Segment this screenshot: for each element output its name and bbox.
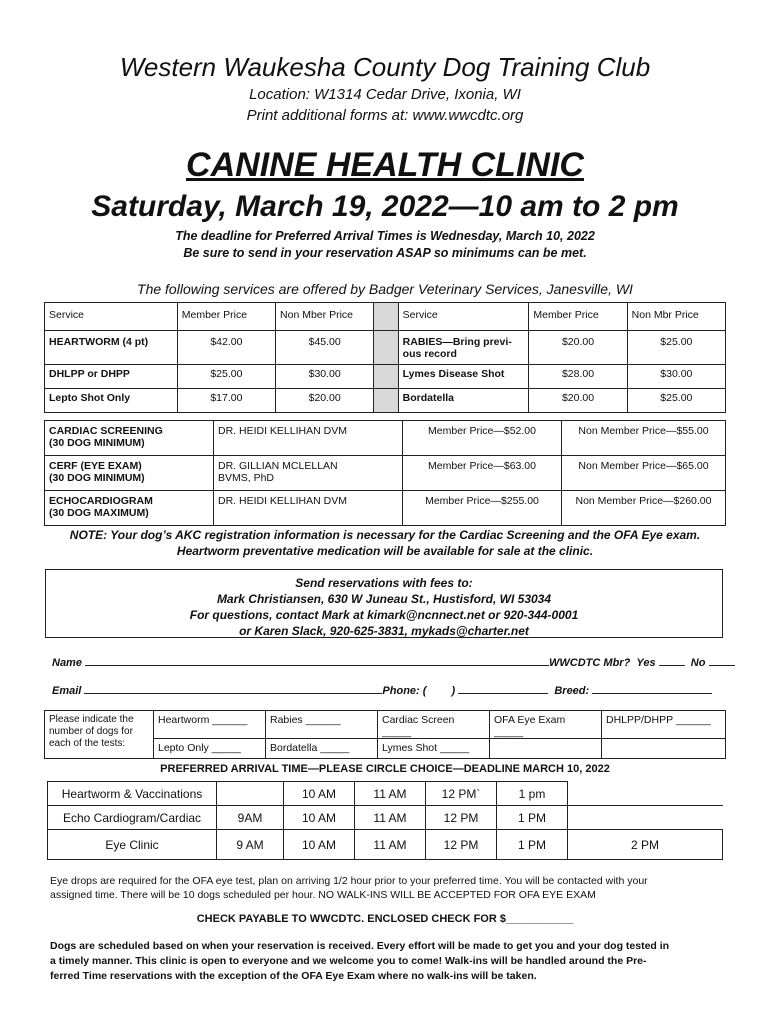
scheduling-note: Dogs are scheduled based on when your reservation is received. Every effort will be made to get you and your dog tested in a timely manner. This clinic is open to everyone and we welcome you to come! Walk-ins will be handled around the Pre- ferred Time reservations with the exception of the OFA Eye Exam where no walk-ins will be taken. xyxy=(50,940,670,982)
nonmember-price: $45.00 xyxy=(276,331,374,365)
empty-cell xyxy=(602,739,726,759)
time-slot[interactable]: 1 PM xyxy=(497,806,568,830)
service-name: CERF (EYE EXAM) (30 DOG MINIMUM) xyxy=(45,456,214,491)
dhlpp-count[interactable]: DHLPP/DHPP ______ xyxy=(602,711,726,739)
date-line: Saturday, March 19, 2022—10 am to 2 pm xyxy=(91,190,679,223)
table-row xyxy=(48,782,723,806)
name-row xyxy=(52,657,722,669)
doctor-name: DR. HEIDI KELLIHAN DVM xyxy=(214,491,403,526)
phone-paren: ) xyxy=(451,685,456,697)
send-heading: Send reservations with fees to: xyxy=(295,576,473,590)
arrival-service: Eye Clinic xyxy=(48,830,217,860)
nonmember-price: $25.00 xyxy=(627,389,725,413)
time-slot[interactable]: 1 PM xyxy=(497,830,568,860)
send-reservations-box xyxy=(45,569,723,638)
service-name: CARDIAC SCREENING (30 DOG MINIMUM) xyxy=(45,421,214,456)
doctor-name: DR. GILLIAN MCLELLAN BVMS, PhD xyxy=(214,456,403,491)
name-field[interactable] xyxy=(85,665,549,666)
breed-field[interactable] xyxy=(592,693,712,694)
table-row xyxy=(45,491,726,526)
special-services-table xyxy=(44,420,726,526)
email-row xyxy=(52,685,722,697)
forms-line: Print additional forms at: www.wwcdtc.org xyxy=(246,107,524,124)
arrival-service: Heartworm & Vaccinations xyxy=(48,782,217,806)
table-row xyxy=(45,389,726,413)
header-member-price: Member Price xyxy=(177,303,275,331)
clinic-title: CANINE HEALTH CLINIC xyxy=(186,146,584,184)
note-heartworm: Heartworm preventative medication will be available for sale at the clinic. xyxy=(176,544,594,558)
divider-cell xyxy=(374,365,398,389)
table-row xyxy=(45,456,726,491)
time-slot[interactable]: 11 AM xyxy=(355,782,426,806)
rabies-count[interactable]: Rabies ______ xyxy=(266,711,378,739)
phone-label: Phone: ( xyxy=(382,685,427,697)
member-price: Member Price—$52.00 xyxy=(403,421,562,456)
header-service: Service xyxy=(398,303,529,331)
mbr-label: WWCDTC Mbr? xyxy=(549,657,631,669)
service-name: DHLPP or DHPP xyxy=(45,365,178,389)
service-name: ECHOCARDIOGRAM (30 DOG MAXIMUM) xyxy=(45,491,214,526)
arrival-time-table xyxy=(47,781,723,860)
time-slot[interactable]: 10 AM xyxy=(284,806,355,830)
location-line: Location: W1314 Cedar Drive, Ixonia, WI xyxy=(249,86,521,103)
email-field[interactable] xyxy=(84,693,382,694)
time-slot[interactable]: 10 AM xyxy=(284,830,355,860)
divider-cell xyxy=(374,331,398,365)
ofa-eye-count[interactable]: OFA Eye Exam _____ xyxy=(490,711,602,739)
header-service: Service xyxy=(45,303,178,331)
member-price: Member Price—$63.00 xyxy=(403,456,562,491)
member-price: $17.00 xyxy=(177,389,275,413)
header-member-price: Member Price xyxy=(529,303,627,331)
arrival-service: Echo Cardiogram/Cardiac xyxy=(48,806,217,830)
deadline-line: The deadline for Preferred Arrival Times is Wednesday, March 10, 2022 xyxy=(175,229,595,243)
club-name: Western Waukesha County Dog Training Club xyxy=(119,52,651,82)
nonmember-price: Non Member Price—$55.00 xyxy=(562,421,726,456)
header-nonmember-price: Non Mbr Price xyxy=(627,303,725,331)
email-label: Email xyxy=(52,685,82,697)
lymes-count[interactable]: Lymes Shot _____ xyxy=(378,739,490,759)
no-label: No xyxy=(690,657,706,669)
note-akc: NOTE: Your dog’s AKC registration information is necessary for the Cardiac Screening and the OFA Eye exam. xyxy=(69,528,701,542)
count-instructions: Please indicate the number of dogs for each of the tests: xyxy=(45,711,154,759)
table-row xyxy=(48,830,723,860)
mailing-address: Mark Christiansen, 630 W Juneau St., Hustisford, WI 53034 xyxy=(216,592,552,606)
time-slot[interactable]: 9 AM xyxy=(217,830,284,860)
nonmember-price: $30.00 xyxy=(627,365,725,389)
time-slot[interactable]: 11 AM xyxy=(355,830,426,860)
divider-cell xyxy=(374,303,398,331)
lepto-count[interactable]: Lepto Only _____ xyxy=(154,739,266,759)
nonmember-price: Non Member Price—$65.00 xyxy=(562,456,726,491)
empty-cell xyxy=(490,739,602,759)
member-price: $20.00 xyxy=(529,389,627,413)
arrival-title: PREFERRED ARRIVAL TIME—PLEASE CIRCLE CHOICE—DEADLINE MARCH 10, 2022 xyxy=(160,763,610,775)
table-row xyxy=(48,806,723,830)
asap-line: Be sure to send in your reservation ASAP so minimums can be met. xyxy=(183,246,587,260)
breed-label: Breed: xyxy=(554,685,590,697)
nonmember-price: Non Member Price—$260.00 xyxy=(562,491,726,526)
time-slot[interactable]: 12 PM xyxy=(426,830,497,860)
member-price: $42.00 xyxy=(177,331,275,365)
time-slot[interactable]: 2 PM xyxy=(568,830,723,860)
divider-cell xyxy=(374,389,398,413)
services-table xyxy=(44,302,726,413)
heartworm-count[interactable]: Heartworm ______ xyxy=(154,711,266,739)
check-line: CHECK PAYABLE TO WWCDTC. ENCLOSED CHECK FOR $___________ xyxy=(196,913,574,925)
member-price: Member Price—$255.00 xyxy=(403,491,562,526)
yes-label: Yes xyxy=(636,657,656,669)
table-row xyxy=(45,331,726,365)
service-name: Lepto Shot Only xyxy=(45,389,178,413)
name-label: Name xyxy=(52,657,82,669)
yes-field[interactable] xyxy=(659,665,685,666)
nonmember-price: $25.00 xyxy=(627,331,725,365)
member-price: $28.00 xyxy=(529,365,627,389)
doctor-name: DR. HEIDI KELLIHAN DVM xyxy=(214,421,403,456)
cardiac-screen-count[interactable]: Cardiac Screen _____ xyxy=(378,711,490,739)
no-field[interactable] xyxy=(709,665,735,666)
bordatella-count[interactable]: Bordatella _____ xyxy=(266,739,378,759)
contact-mark: For questions, contact Mark at kimark@ncnnect.net or 920-344-0001 xyxy=(189,608,579,622)
time-slot xyxy=(568,806,723,830)
header-nonmember-price: Non Mber Price xyxy=(276,303,374,331)
time-slot[interactable] xyxy=(217,782,284,806)
service-name: HEARTWORM (4 pt) xyxy=(45,331,178,365)
time-slot[interactable]: 1 pm xyxy=(497,782,568,806)
member-price: $25.00 xyxy=(177,365,275,389)
time-slot[interactable]: 12 PM` xyxy=(426,782,497,806)
eye-drops-note: Eye drops are required for the OFA eye test, plan on arriving 1/2 hour prior to your preferred time. You will be contacted with your assigned time. There will be 10 dogs scheduled per hour. NO WALK-INS WILL BE ACCEPTED FOR OFA EYE EXAM xyxy=(50,875,648,901)
services-intro: The following services are offered by Badger Veterinary Services, Janesville, WI xyxy=(137,281,633,297)
table-row xyxy=(45,421,726,456)
time-slot[interactable]: 12 PM xyxy=(426,806,497,830)
table-row xyxy=(45,365,726,389)
member-price: $20.00 xyxy=(529,331,627,365)
service-name: RABIES—Bring previ-ous record xyxy=(398,331,529,365)
time-slot[interactable]: 9AM xyxy=(217,806,284,830)
phone-field[interactable] xyxy=(458,693,548,694)
contact-karen: or Karen Slack, 920-625-3831, mykads@charter.net xyxy=(239,624,529,638)
service-name: Lymes Disease Shot xyxy=(398,365,529,389)
time-slot xyxy=(568,782,723,806)
nonmember-price: $20.00 xyxy=(276,389,374,413)
nonmember-price: $30.00 xyxy=(276,365,374,389)
time-slot[interactable]: 11 AM xyxy=(355,806,426,830)
dog-count-table xyxy=(44,710,726,759)
service-name: Bordatella xyxy=(398,389,529,413)
time-slot[interactable]: 10 AM xyxy=(284,782,355,806)
